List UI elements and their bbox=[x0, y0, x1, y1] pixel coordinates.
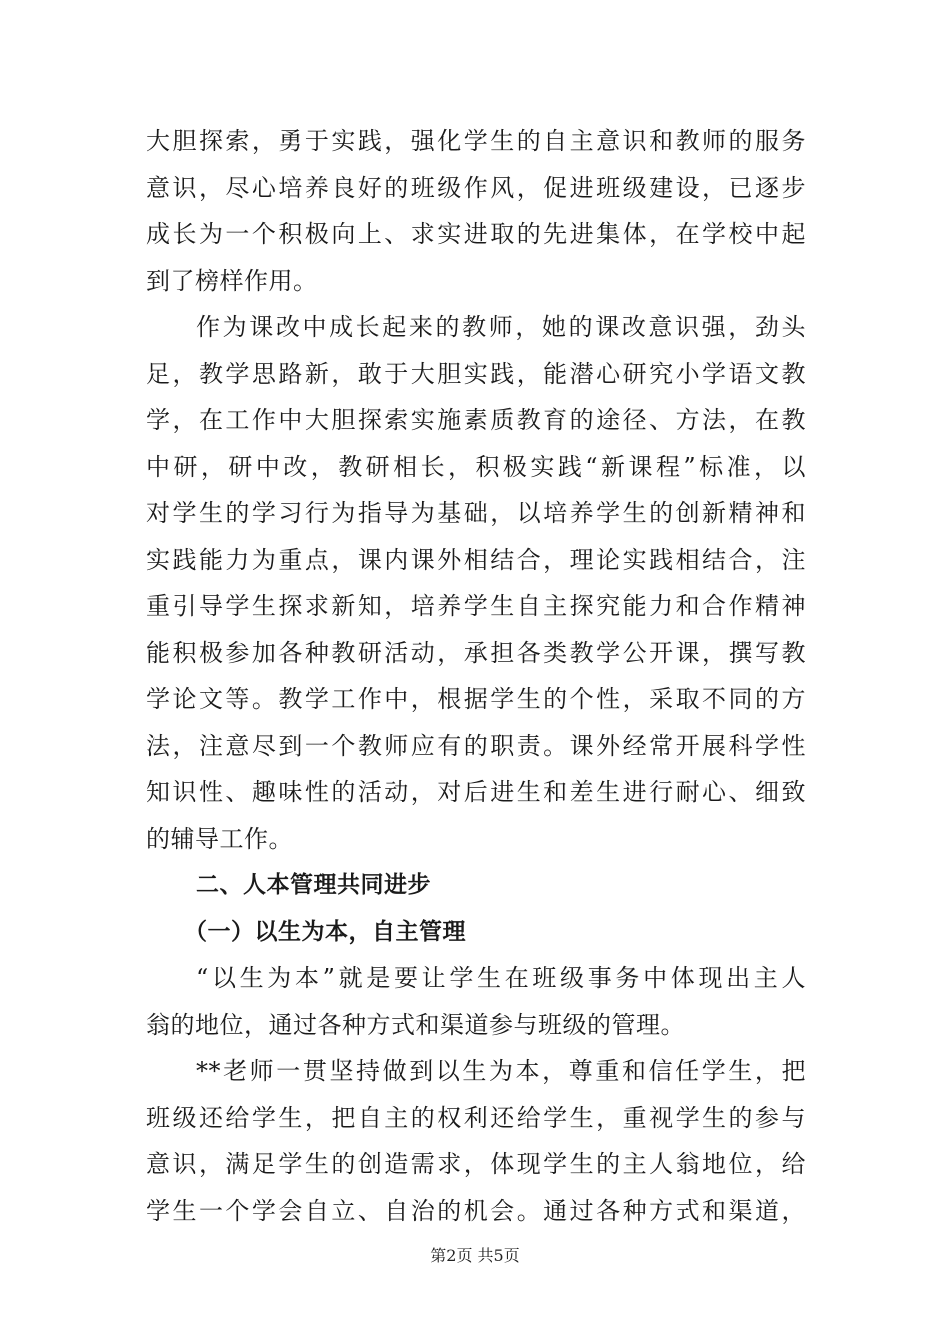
text-line: 班级还给学生，把自主的权利还给学生，重视学生的参与 bbox=[146, 1103, 806, 1132]
text-line: 意识，满足学生的创造需求，体现学生的主人翁地位，给 bbox=[146, 1150, 806, 1178]
text-line: 重引导学生探求新知，培养学生自主探究能力和合作精神 bbox=[146, 592, 806, 620]
text-line: 对学生的学习行为指导为基础，以培养学生的创新精神和 bbox=[146, 499, 806, 527]
text-line: 中研，研中改，教研相长，积极实践“新课程”标准，以 bbox=[146, 452, 806, 481]
paragraph bbox=[146, 304, 806, 862]
section-heading: 二、人本管理共同进步 bbox=[196, 872, 431, 898]
paragraph bbox=[146, 118, 806, 304]
text-line: 法，注意尽到一个教师应有的职责。课外经常开展科学性 bbox=[146, 731, 806, 760]
text-line: 学，在工作中大胆探索实施素质教育的途径、方法，在教 bbox=[146, 406, 806, 434]
document-body bbox=[146, 118, 806, 1234]
text-line: 能积极参加各种教研活动，承担各类教学公开课，撰写教 bbox=[146, 638, 806, 667]
paragraph bbox=[146, 955, 806, 1048]
text-line: 实践能力为重点，课内课外相结合，理论实践相结合，注 bbox=[146, 545, 806, 574]
text-line: 意识，尽心培养良好的班级作风，促进班级建设，已逐步 bbox=[146, 173, 806, 202]
text-line: 作为课改中成长起来的教师，她的课改意识强，劲头 bbox=[196, 313, 806, 341]
text-line: **老师一贯坚持做到以生为本，尊重和信任学生，把 bbox=[196, 1057, 806, 1085]
text-line: 知识性、趣味性的活动，对后进生和差生进行耐心、细致 bbox=[146, 778, 806, 806]
text-line: 学论文等。教学工作中，根据学生的个性，采取不同的方 bbox=[146, 685, 806, 713]
text-line: 翁的地位，通过各种方式和渠道参与班级的管理。 bbox=[146, 1010, 685, 1039]
paragraph bbox=[146, 1048, 806, 1234]
text-line: 到了榜样作用。 bbox=[146, 266, 318, 295]
text-line: 的辅导工作。 bbox=[146, 824, 293, 853]
text-line: 大胆探索，勇于实践，强化学生的自主意识和教师的服务 bbox=[146, 127, 806, 155]
text-line: 足，教学思路新，敢于大胆实践，能潜心研究小学语文教 bbox=[146, 359, 806, 388]
text-line: 学生一个学会自立、自治的机会。通过各种方式和渠道， bbox=[146, 1196, 806, 1225]
subsection-heading: （一）以生为本，自主管理 bbox=[184, 918, 466, 945]
text-line: “以生为本”就是要让学生在班级事务中体现出主人 bbox=[196, 964, 806, 992]
page-number: 第2页 共5页 bbox=[430, 1246, 520, 1265]
text-line: 成长为一个积极向上、求实进取的先进集体，在学校中起 bbox=[146, 220, 806, 248]
